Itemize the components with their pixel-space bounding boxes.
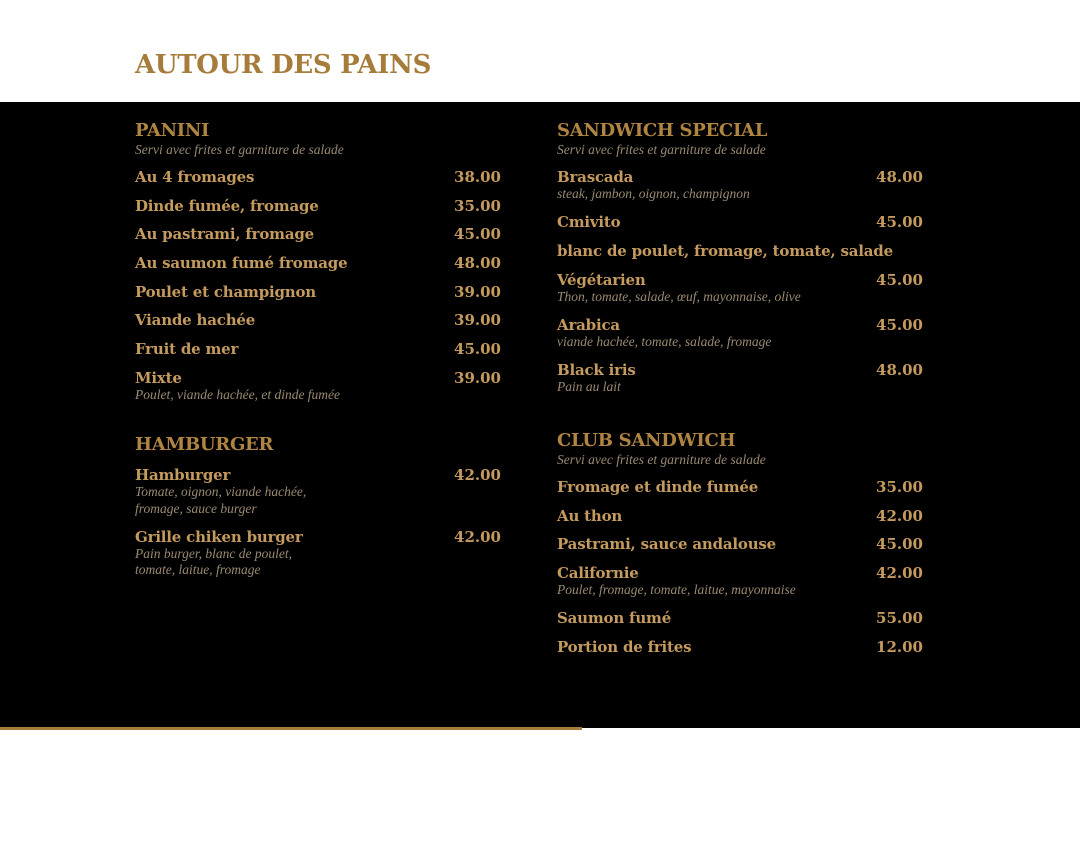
menu-item — [135, 197, 501, 215]
menu-item-row — [557, 361, 923, 379]
menu-item — [557, 361, 923, 396]
menu-item — [135, 466, 501, 517]
item-name: Au saumon fumé fromage — [135, 254, 348, 273]
item-name: Saumon fumé — [557, 609, 672, 628]
item-description: tomate, laitue, fromage — [135, 562, 261, 578]
section-title: PANINI — [135, 120, 210, 141]
menu-item-row — [135, 197, 501, 215]
section-title: CLUB SANDWICH — [557, 430, 736, 451]
item-price: 48.00 — [876, 360, 923, 379]
item-name: Au 4 fromages — [135, 168, 255, 186]
menu-item-row — [557, 271, 923, 289]
item-description: Tomate, oignon, viande hachée, — [135, 484, 307, 499]
menu-item-row — [557, 609, 923, 627]
menu-item-row — [557, 535, 923, 553]
item-name: Poulet et champignon — [135, 282, 316, 301]
menu-item-row — [135, 466, 501, 484]
item-name: Au pastrami, fromage — [135, 225, 314, 244]
menu-item — [557, 609, 923, 627]
item-name: Californie — [557, 564, 639, 583]
menu-item — [135, 311, 501, 329]
menu-item-row — [135, 311, 501, 329]
item-name: Cmivito — [557, 213, 621, 232]
menu-item-row — [135, 369, 501, 387]
section-subtitle: Servi avec frites et garniture de salade — [557, 452, 766, 467]
menu-item-row — [557, 507, 923, 525]
item-description: steak, jambon, oignon, champignon — [557, 186, 750, 201]
item-price: 55.00 — [876, 609, 923, 628]
menu-item-row — [135, 283, 501, 301]
menu-item — [557, 507, 923, 525]
item-price: 45.00 — [454, 225, 501, 244]
item-name: Mixte — [135, 368, 182, 387]
item-price: 12.00 — [876, 637, 923, 656]
section-title: HAMBURGER — [135, 434, 274, 455]
menu-item-row — [557, 638, 923, 656]
item-name: Brascada — [557, 168, 634, 186]
item-price: 42.00 — [876, 564, 923, 583]
item-name: Végétarien — [557, 270, 646, 289]
menu-item — [557, 478, 923, 496]
item-price: 45.00 — [876, 315, 923, 334]
item-price: 45.00 — [876, 270, 923, 289]
item-name: Grille chiken burger — [135, 527, 303, 546]
item-description: fromage, sauce burger — [135, 500, 257, 516]
menu-item — [557, 316, 923, 351]
section-hamburger — [135, 434, 501, 589]
menu-item-row — [557, 168, 923, 186]
menu-item — [557, 242, 923, 260]
item-name: Black iris — [557, 360, 636, 379]
page-title: AUTOUR DES PAINS — [135, 50, 432, 80]
item-price: 42.00 — [454, 527, 501, 546]
item-price: 42.00 — [876, 506, 923, 525]
item-price: 35.00 — [454, 196, 501, 215]
menu-item — [135, 369, 501, 404]
section-title: SANDWICH SPECIAL — [557, 120, 768, 141]
item-name: Pastrami, sauce andalouse — [557, 535, 777, 554]
section-sandwich-special — [557, 120, 923, 406]
item-description: Poulet, fromage, tomate, laitue, mayonnaise — [557, 582, 796, 598]
menu-item — [135, 283, 501, 301]
item-price: 39.00 — [454, 368, 501, 387]
item-price: 38.00 — [454, 168, 501, 186]
item-price: 48.00 — [876, 168, 923, 186]
item-price: 45.00 — [876, 535, 923, 554]
item-name: blanc de poulet, fromage, tomate, salade — [557, 241, 893, 260]
menu-item-row — [135, 225, 501, 243]
menu-item — [135, 528, 501, 579]
gold-divider — [0, 727, 582, 730]
item-description: Pain burger, blanc de poulet, — [135, 545, 292, 561]
item-name: Dinde fumée, fromage — [135, 196, 319, 215]
menu-item — [135, 340, 501, 358]
section-subtitle: Servi avec frites et garniture de salade — [135, 142, 344, 157]
menu-item-row — [135, 254, 501, 272]
menu-item — [557, 638, 923, 656]
item-price: 35.00 — [876, 478, 923, 496]
section-subtitle: Servi avec frites et garniture de salade — [557, 142, 766, 157]
menu-item — [135, 168, 501, 186]
menu-item — [557, 213, 923, 231]
item-name: Fromage et dinde fumée — [557, 478, 759, 496]
item-name: Hamburger — [135, 466, 231, 484]
menu-item-row — [557, 213, 923, 231]
item-description: viande hachée, tomate, salade, fromage — [557, 333, 772, 349]
item-price: 42.00 — [454, 466, 501, 484]
menu-item-row — [135, 168, 501, 186]
item-price: 45.00 — [454, 340, 501, 359]
section-club-sandwich — [557, 430, 923, 667]
menu-item-row — [557, 242, 923, 260]
item-description: Pain au lait — [557, 378, 621, 394]
menu-item — [557, 168, 923, 203]
item-price: 48.00 — [454, 254, 501, 273]
menu-item — [557, 271, 923, 306]
item-price: 39.00 — [454, 282, 501, 301]
menu-item — [557, 564, 923, 599]
item-name: Au thon — [557, 506, 623, 525]
item-description: Poulet, viande hachée, et dinde fumée — [135, 386, 341, 402]
item-name: Viande hachée — [135, 311, 256, 330]
menu-item-row — [557, 316, 923, 334]
item-price: 45.00 — [876, 213, 923, 232]
menu-item — [557, 535, 923, 553]
item-name: Fruit de mer — [135, 340, 239, 359]
item-description: Thon, tomate, salade, œuf, mayonnaise, olive — [557, 288, 801, 304]
item-name: Arabica — [557, 315, 620, 334]
menu-item-row — [135, 528, 501, 546]
menu-item — [135, 254, 501, 272]
section-panini — [135, 120, 501, 414]
menu-item-row — [135, 340, 501, 358]
item-name: Portion de frites — [557, 637, 692, 656]
menu-item-row — [557, 564, 923, 582]
menu-item-row — [557, 478, 923, 496]
menu-item — [135, 225, 501, 243]
item-price: 39.00 — [454, 311, 501, 330]
